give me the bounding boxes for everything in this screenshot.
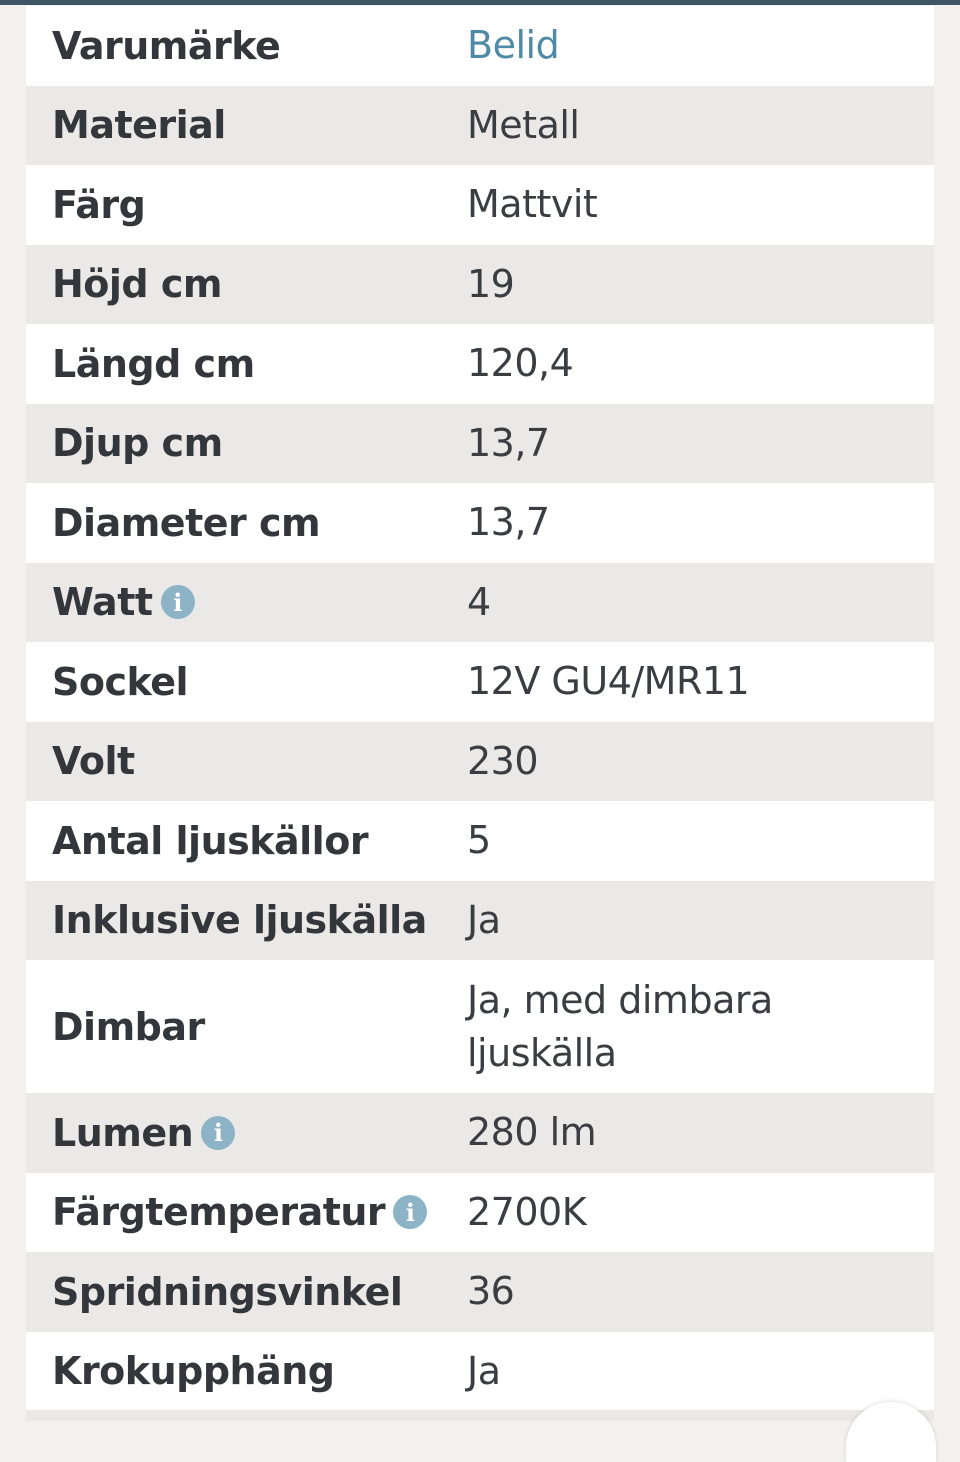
spec-value: 230 xyxy=(467,738,539,783)
spec-value: 12V GU4/MR11 xyxy=(467,659,750,704)
spec-key-label: Antal ljuskällor xyxy=(52,818,369,863)
spec-value: 120,4 xyxy=(467,341,574,386)
info-icon[interactable]: i xyxy=(161,585,195,619)
spec-row-material xyxy=(26,86,934,166)
spec-value: Ja xyxy=(467,897,501,942)
spec-key-label: Volt xyxy=(52,739,135,784)
spec-key-label: Krokupphäng xyxy=(52,1349,335,1394)
next-row-edge xyxy=(26,1410,934,1421)
spec-key-label: Diameter cm xyxy=(52,500,321,545)
spec-row-diameter xyxy=(26,483,934,563)
spec-value: 4 xyxy=(467,579,491,624)
spec-key xyxy=(26,1349,467,1393)
spec-key-label: Längd cm xyxy=(52,341,255,386)
spec-key-label: Dimbar xyxy=(52,1004,205,1049)
spec-key xyxy=(26,1270,467,1314)
spec-row-spridningsvinkel xyxy=(26,1252,934,1332)
info-icon[interactable]: i xyxy=(393,1195,427,1229)
spec-row-langd xyxy=(26,324,934,404)
spec-key xyxy=(26,898,467,942)
spec-key-label: Färgtemperatur xyxy=(52,1190,386,1235)
spec-key xyxy=(26,1190,467,1234)
spec-key xyxy=(26,819,467,863)
spec-value: 13,7 xyxy=(467,420,550,465)
info-icon[interactable]: i xyxy=(201,1116,235,1150)
spec-key xyxy=(26,1111,467,1155)
spec-value: 19 xyxy=(467,261,515,306)
spec-row-krokupphang xyxy=(26,1332,934,1412)
spec-key xyxy=(26,24,467,68)
brand-link[interactable]: Belid xyxy=(467,23,560,68)
spec-key-label: Spridningsvinkel xyxy=(52,1269,403,1314)
spec-row-sockel xyxy=(26,642,934,722)
spec-key-label: Djup cm xyxy=(52,421,223,466)
spec-row-varumarke xyxy=(26,6,934,86)
spec-row-lumen xyxy=(26,1093,934,1173)
spec-row-antal-ljuskallor xyxy=(26,801,934,881)
spec-row-farg xyxy=(26,165,934,245)
spec-key xyxy=(26,421,467,465)
spec-value: Mattvit xyxy=(467,182,598,227)
spec-value: 2700K xyxy=(467,1189,587,1234)
spec-key xyxy=(26,660,467,704)
spec-value: Ja xyxy=(467,1348,501,1393)
spec-key-label: Inklusive ljuskälla xyxy=(52,898,427,943)
spec-row-dimbar xyxy=(26,960,934,1093)
top-bar xyxy=(0,0,960,5)
spec-key xyxy=(26,342,467,386)
spec-value: Ja, med dimbara ljuskälla xyxy=(467,977,773,1075)
spec-key-label: Färg xyxy=(52,182,146,227)
spec-key xyxy=(26,103,467,147)
spec-key xyxy=(26,580,467,624)
spec-key xyxy=(26,183,467,227)
spec-key-label: Material xyxy=(52,103,226,148)
spec-key-label: Lumen xyxy=(52,1110,194,1155)
spec-row-watt xyxy=(26,563,934,643)
spec-key-label: Sockel xyxy=(52,659,189,704)
spec-value: 36 xyxy=(467,1269,515,1314)
spec-row-volt xyxy=(26,722,934,802)
spec-key-label: Höjd cm xyxy=(52,262,222,307)
spec-row-hojd xyxy=(26,245,934,325)
spec-row-inklusive-ljuskalla xyxy=(26,881,934,961)
spec-row-fargtemperatur xyxy=(26,1173,934,1253)
spec-value: 5 xyxy=(467,818,491,863)
spec-key xyxy=(26,501,467,545)
spec-key xyxy=(26,739,467,783)
spec-key xyxy=(26,262,467,306)
spec-table xyxy=(26,6,934,1411)
spec-value: 13,7 xyxy=(467,500,550,545)
spec-key-label: Varumärke xyxy=(52,23,281,68)
spec-key-label: Watt xyxy=(52,580,153,625)
spec-row-djup xyxy=(26,404,934,484)
spec-value: 280 lm xyxy=(467,1110,597,1155)
spec-value: Metall xyxy=(467,102,580,147)
spec-key xyxy=(26,1005,467,1049)
